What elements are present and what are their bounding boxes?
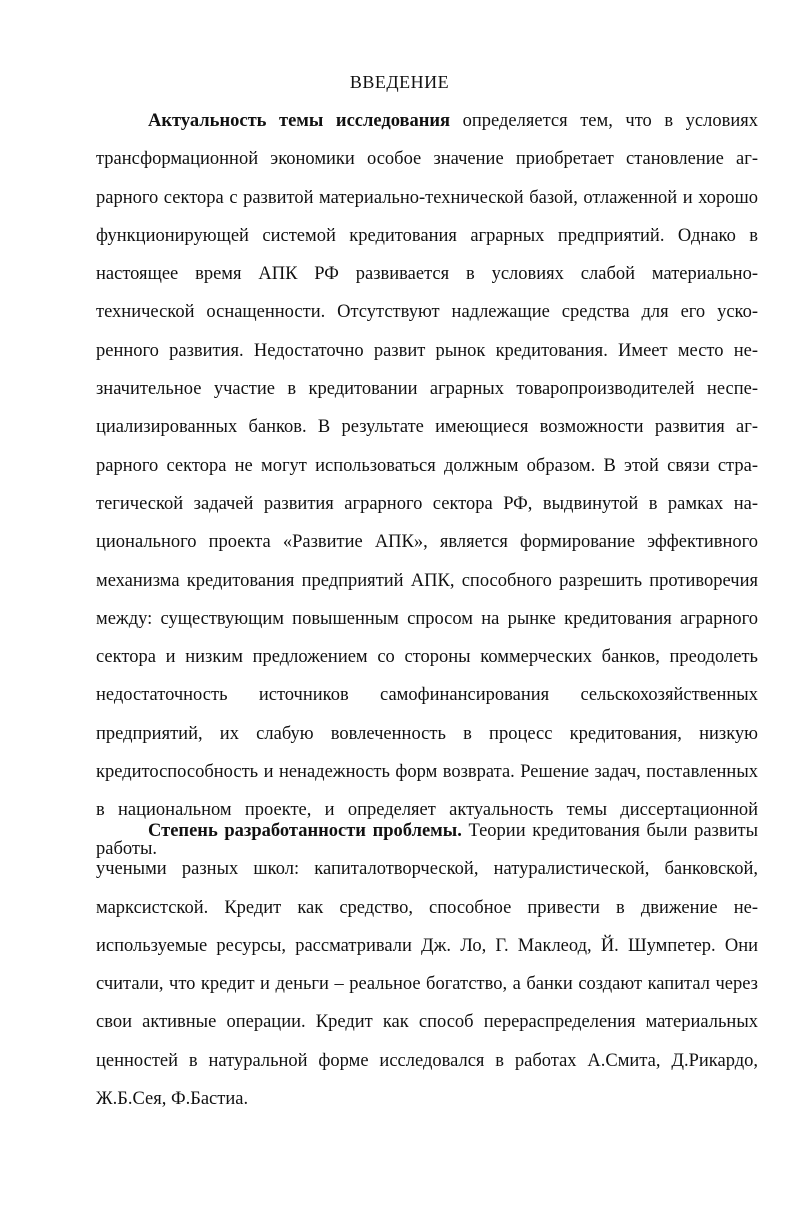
paragraph-text-problem-development: Теории кредитования были развиты учеными разных школ: капиталотворческой, натуралистической, банковской, марксистской. Кредит как средство, способное привести в движение неиспользуемые ресурсы, рассматривали Дж. Ло, Г. Маклеод, Й. Шумпетер. Они считали, что кредит и деньги – реальное богатство, а банки создают капитал через свои активные операции. Кредит как способ перераспределения материальных ценностей в натуральной форме исследовался в работах А.Смита, Д.Рикардо, Ж.Б.Сея, Ф.Бастиа. (96, 821, 759, 1110)
page-title: ВВЕДЕНИЕ (349, 72, 450, 92)
paragraph-text-relevance: определяется тем, что в условиях трансформационной экономики особое значение приобретает становление аграрного сектора с развитой материально-технической базой, отлаженной и хорошо функционирующей системой кредитования аграрных предприятий. Однако в настоящее время АПК РФ развивается в условиях слабой материально-технической оснащенности. Отсутствуют надлежащие средства для его ускоренного развития. Недостаточно развит рынок кредитования. Имеет место незначительное участие в кредитовании аграрных товаропроизводителей неспециализированных банков. В результате имеющиеся возможности развития аграрного сектора не могут использоваться должным образом. В этой связи стратегической задачей развития аграрного сектора РФ, выдвинутой в рамках национального проекта «Развитие АПК», является формирование эффективного механизма кредитования предприятий АПК, способного разрешить противоречия между: существующим повышенным спросом на рынке кредитования аграрного сектора и низким предложением со стороны коммерческих банков, преодолеть недостаточность источников самофинансирования сельскохозяйственных предприятий, их слабую вовлеченность в процесс кредитования, низкую кредитоспособность и ненадежность форм возврата. Решение задач, поставленных в национальном проекте, и определяет актуальность темы диссертационной работы. (96, 111, 759, 859)
paragraph-problem-development (96, 812, 758, 1118)
paragraph-lead-relevance: Актуальность темы исследования (148, 111, 451, 131)
paragraph-lead-problem-development: Степень разработанности проблемы. (148, 821, 462, 841)
paragraph-relevance (96, 102, 758, 868)
